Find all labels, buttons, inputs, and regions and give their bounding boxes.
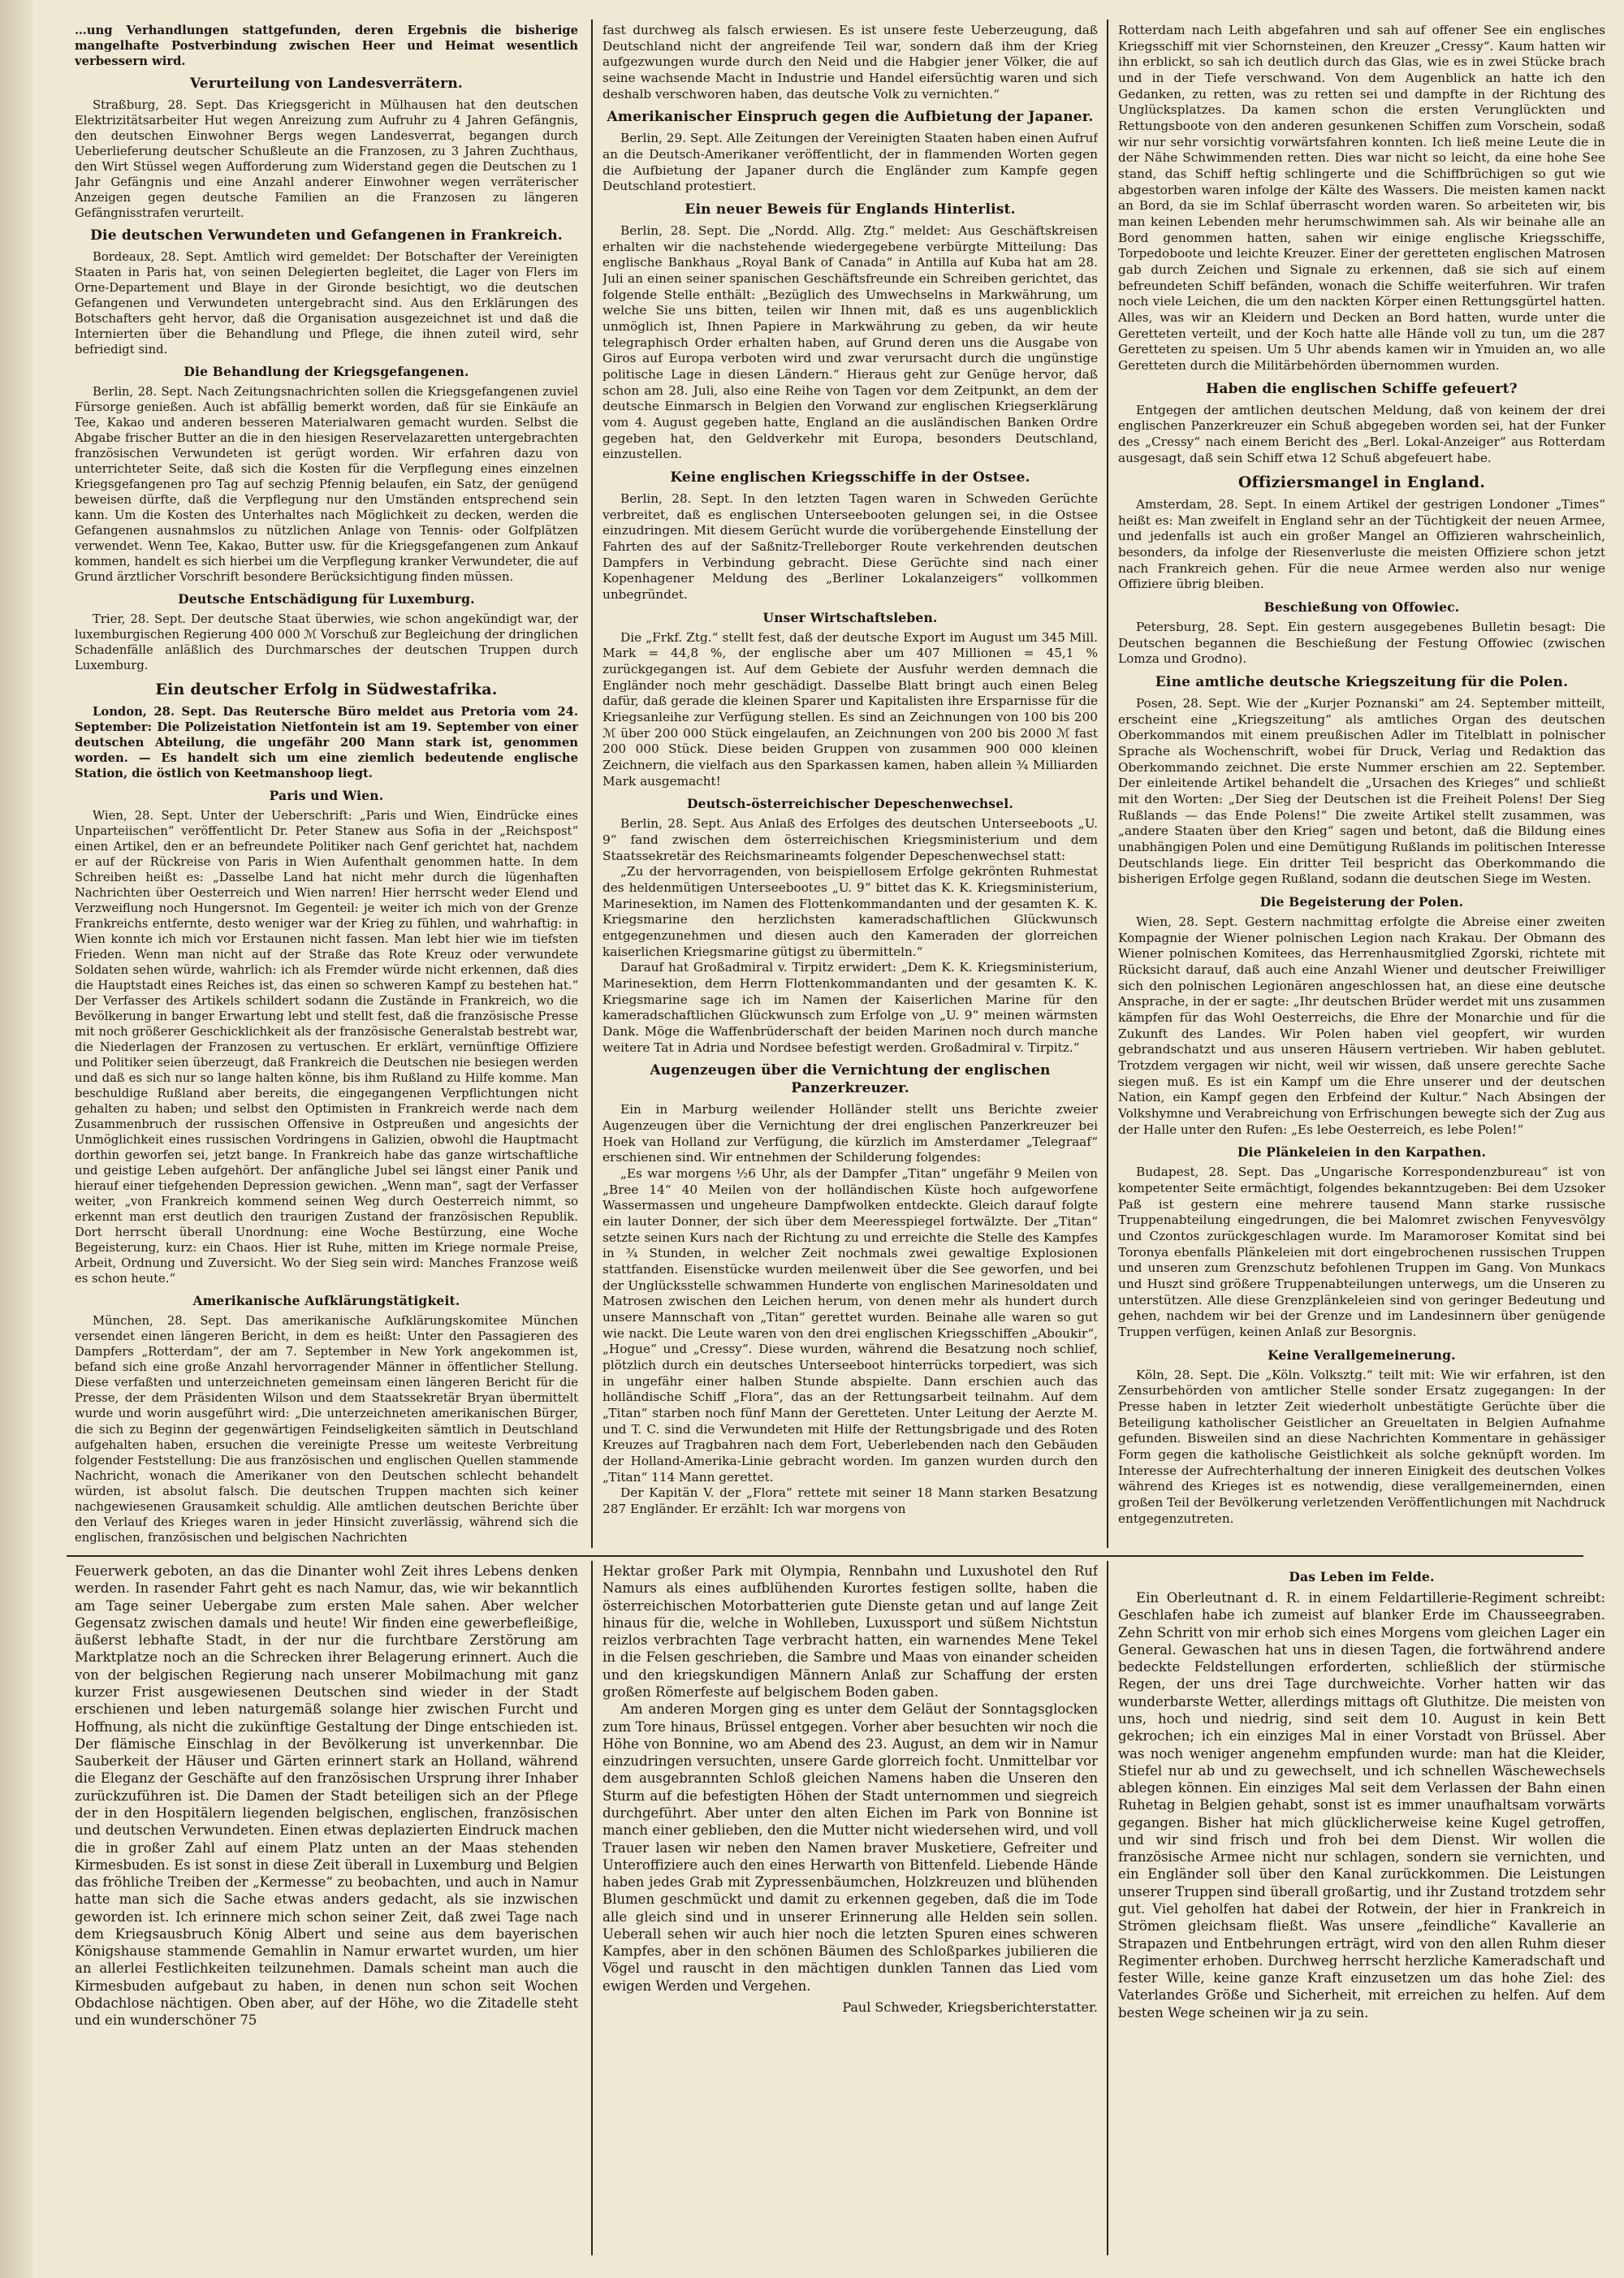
author-signature: Paul Schweder, Kriegsberichterstatter.: [842, 1999, 1098, 2016]
article-paragraph: Straßburg, 28. Sept. Das Kriegsgericht in Mülhausen hat den deutschen Elektrizitätsarbeiter Hut wegen Anreizung zum Aufruhr zu 4 Jahren Gefängnis, den deutschen Einwohner Bergs wegen Landesverrat, begangen durch Ueberlieferung deutscher Schußleute an die Franzosen, zu 3 Jahren Zuchthaus, den Wirt Stüssel wegen Aufforderung zum Widerstand gegen die Deutschen zu 1 Jahr Gefängnis und eine Anzahl anderer Einwohner wegen verräterischer Anzeigen gegen deutsche Familien an die Franzosen zu längeren Gefängnisstrafen verurteilt.: [75, 97, 578, 221]
column-rule-right: [1107, 19, 1108, 1548]
article-paragraph: Ein Oberleutnant d. R. in einem Feldartillerie-Regiment schreibt: Geschlafen habe ich zumeist auf blanker Erde im Chausseegraben. Zehn Schritt von mir erhob sich eines Morgens vom gleichen Lager ein General. Gewaschen hat uns in diesen Tagen, die fortwährend andere bedeckte Feldstellungen erforderten, schließlich der stürmische Regen, der uns drei Tage durchweichte. Vorher hatten wir das wunderbarste Wetter, allerdings mittags oft Gluthitze. Die meisten von uns, hoch und niedrig, sind seit dem 10. August in kein Bett gekrochen; ich ein einziges Mal in einer Vorstadt von Brüssel. Aber was noch weniger angenehm empfunden wurde: man hat die Kleider, Stiefel nur ab und zu gewechselt, und ich schnellen Wäschewechsels ablegen können. Ein einziges Mal seit dem Verlassen der Bahn einen Ruhetag in Belgien gehabt, sonst ist es immer unaufhaltsam vorwärts gegangen. Bisher hat mich glücklicherweise keine Kugel getroffen, und wir sind frisch und froh bei dem Dienst. Wir wollen die französische Armee nicht nur schlagen, sondern sie vernichten, und ein Engländer soll über den Kanal zurückkommen. Die Leistungen unserer Truppen sind überall großartig, und ihr Zustand trotzdem sehr gut. Viel geholfen hat dabei der Rotwein, der hier in Frankreich in Strömen gleichsam fließt. Was unsere „feindliche“ Kavallerie an Strapazen und Entbehrungen erträgt, wird von den allen Ruhm dieser Regimenter erhoben. Durchweg herrscht herzliche Kameradschaft und fester Wille, keine ganze Kraft einzusetzen um das hohe Ziel: des Vaterlandes Größe und Sicherheit, mit erreichen zu helfen. Auf dem besten Wege scheinen wir ja zu sein.: [1118, 1589, 1605, 2021]
article-paragraph: Feuerwerk geboten, an das die Dinanter wohl Zeit ihres Lebens denken werden. In rasender Fahrt geht es nach Namur, das, wie wir bekanntlich am Tage seiner Uebergabe zum ersten Male sahen. Aber welcher Gegensatz zwischen damals und heute! Wir finden eine gewerbefleißige, äußerst lebhafte Stadt, in der nur die furchtbare Zerstörung am Marktplatze noch an die Schrecken ihrer Belagerung erinnert. Auch die von der belgischen Regierung nach unserer Mobilmachung mit ganz kurzer Frist ausgewiesenen Deutschen sind wieder in der Stadt erschienen und leben naturgemäß solange hier zwischen Furcht und Hoffnung, als nicht die zukünftige Gestaltung der Dinge entschieden ist. Der flämische Einschlag in der Bevölkerung ist unverkennbar. Die Sauberkeit der Häuser und Gärten erinnert stark an Holland, während die Eleganz der Geschäfte auf den französischen Ursprung ihrer Inhaber zurückzuführen ist. Die Damen der Stadt beteiligen sich an der Pflege der in den Hospitälern liegenden belgischen, englischen, französischen und deutschen Verwundeten. Einen etwas deplazierten Eindruck machen die in großer Zahl auf einem Platz unten an der Maas stehenden Kirmesbuden. Es ist sonst in diese Zeit überall in Luxemburg und Belgien das fröhliche Treiben der „Kermesse“ zu beobachten, und auch in Namur hatte man sich die Sache etwas anders gedacht, als sie inzwischen geworden ist. Ich erinnere mich schon seiner Zeit, daß zwei Tage nach dem Kriegsausbruch König Albert und seine aus dem bayerischen Königshause stammende Gemahlin in Namur erwartet wurden, um hier an allerlei Festlichkeiten teilzunehmen. Damals scheint man auch die Kirmesbuden aufgebaut zu haben, in denen nun schon seit Wochen Obdachlose nächtigen. Oben aber, auf der Höhe, wo die Zitadelle steht und ein wunderschöner 75: [75, 1563, 578, 2029]
headline: Deutsche Entschädigung für Luxemburg.: [178, 591, 475, 607]
article-paragraph: Am anderen Morgen ging es unter dem Geläut der Sonntagsglocken zum Tore hinaus, Brüssel entgegen. Vorher aber besuchten wir noch die Höhe von Bonnine, wo am Abend des 23. August, an dem wir in Namur einzudringen versuchten, unsere Garde glorreich focht. Unmittelbar vor dem ausgebrannten Schloß gleichen Namens haben die Unseren den Sturm auf die befestigten Höhen der Stadt unternommen und siegreich durchgeführt. Aber unter den alten Eichen im Park von Bonnine ist manch einer geblieben, den die Mutter nicht wiedersehen wird, und voll Trauer lasen wir neben den Namen braver Musketiere, Gefreiter und Unteroffiziere auch den eines Herwarth von Bittenfeld. Liebende Hände haben jedes Grab mit Zypressenbäumchen, Holzkreuzen und blühenden Blumen geschmückt und damit zu erkennen gegeben, daß die im Tode alle gleich sind und in unserer Erinnerung alle Helden sein sollen. Ueberall sehen wir auch hier noch die letzten Spuren eines schweren Kampfes, aber in den schönen Bäumen des Schloßparkes jubilieren die Vögel und rauscht in den mächtigen dunklen Tannen das Lied vom ewigen Werden und Vergehen.: [603, 1701, 1098, 1994]
headline: Amerikanischer Einspruch gegen die Aufbietung der Japaner.: [607, 109, 1094, 126]
lower-column-2: [603, 1563, 1098, 2253]
article-paragraph: Entgegen der amtlichen deutschen Meldung, daß von keinem der drei englischen Panzerkreuzer ein Schuß abgegeben worden sei, hat der Funker des „Cressy“ nach einem Bericht des „Berl. Lokal-Anzeiger“ aus Rotterdam ausgesagt, daß sein Schiff etwa 12 Schuß abgefeuert habe.: [1118, 402, 1605, 465]
headline: Augenzeugen über die Vernichtung der englischen Panzerkreuzer.: [650, 1062, 1051, 1097]
article-paragraph: „Es war morgens ½6 Uhr, als der Dampfer „Titan“ ungefähr 9 Meilen von „Bree 14“ 40 Meilen von der holländischen Küste hoch aufgeworfene Wassermassen und ungeheure Dampfwolken entdeckte. Gleich darauf folgte ein lauter Donner, der sich über dem Meeresspiegel fortwälzte. Der „Titan“ setzte seinen Kurs nach der Richtung zu und erreichte die Stelle des Kampfes in ¾ Stunden, in welcher Zeit nochmals zwei gewaltige Explosionen stattfanden. Eisenstücke wurden meilenweit über die See geworfen, und bei der Unglücksstelle schwammen Hunderte von englischen Marinesoldaten und Matrosen zwischen den Leichen herum, von denen mehr als hundert durch unsere Mannschaft von „Titan“ gerettet wurden. Beinahe alle waren so gut wie nackt. Die Leute waren von den drei englischen Kriegsschiffen „Aboukir“, „Hogue“ und „Cressy“. Diese wurden, während die Besatzung noch schlief, plötzlich durch ein deutsches Unterseeboot hinterrücks torpediert, was sich in ungefähr einer halben Stunde abspielte. Dann erschien auch das holländische Schiff „Flora“, das an der Rettungsarbeit teilnahm. Auf dem „Titan“ starben noch fünf Mann der Geretteten. Unter Leitung der Aerzte M. und T. C. sind die Verwundeten mit Hilfe der Rettungsbrigade und des Roten Kreuzes auf Tragbahren nach dem Fort, Ueberlebenden nach den Gebäuden der Holland-Amerika-Linie gebracht worden. Im ganzen wurden durch den „Titan“ 114 Mann gerettet.: [603, 1165, 1098, 1485]
article-paragraph: Berlin, 28. Sept. Aus Anlaß des Erfolges des deutschen Unterseeboots „U. 9“ fand zwischen dem österreichischen Kriegsministerium und dem Staatssekretär des Reichsmarineamts folgender Depeschenwechsel statt:: [603, 816, 1098, 863]
article-paragraph: fast durchweg als falsch erwiesen. Es ist unsere feste Ueberzeugung, daß Deutschland nicht der angreifende Teil war, sondern daß ihm der Krieg aufgezwungen wurde durch den Neid und die Habgier jener Völker, die auf seine wachsende Macht in Industrie und Handel eifersüchtig waren und sich deshalb verschworen haben, das deutsche Volk zu vernichten.“: [603, 23, 1098, 102]
headline: Deutsch-österreichischer Depeschenwechsel.: [687, 796, 1013, 812]
lower-column-3: [1118, 1563, 1605, 2253]
article-paragraph: Budapest, 28. Sept. Das „Ungarische Korrespondenzbureau“ ist von kompetenter Seite ermächtigt, folgendes bekanntzugeben: Bei dem Uzsoker Paß ist gestern eine mehrere tausend Mann starke russische Truppenabteilung eingedrungen, die bei Malomret zwischen Fenyvesvölgy und Czontos zurückgeschlagen wurde. Im Maramoroser Komitat sind bei Toronya ebenfalls Plänkeleien mit dort eingebrochenen russischen Truppen und unseren zum Grenzschutz befohlenen Truppen im Gang. Von Munkacs und Huszt sind größere Truppenabteilungen unterwegs, um die Unseren zu unterstützen. Alle diese Grenzplänkeleien sind von geringer Bedeutung und gehen, nachdem wir bei der Grenze und im Landesinnern über genügende Truppen verfügen, keinen Anlaß zur Besorgnis.: [1118, 1165, 1605, 1339]
article-paragraph: Darauf hat Großadmiral v. Tirpitz erwidert: „Dem K. K. Kriegsministerium, Marinesektion, dem Herrn Flottenkommandanten und der gesamten K. K. Kriegsmarine sage ich im Namen der Kaiserlichen Marine für den kameradschaftlichen Glückwunsch zum Erfolge von „U. 9“ meinen wärmsten Dank. Möge die Waffenbrüderschaft der beiden Marinen noch durch manche weitere Tat in Adria und Nordsee befestigt werden. Großadmiral v. Tirpitz.“: [603, 960, 1098, 1055]
headline: Amerikanische Aufklärungstätigkeit.: [192, 1293, 460, 1309]
article-paragraph: Posen, 28. Sept. Wie der „Kurjer Poznanski“ am 24. September mitteilt, erscheint eine „Kriegszeitung“ als amtliches Organ des deutschen Oberkommandos mit einem preußischen Adler im Titelblatt in polnischer Sprache als Wochenschrift, wobei für Druck, Verlag und Redaktion das Oberkommando zeichnet. Die erste Nummer erschien am 22. September. Der einleitende Artikel behandelt die „Ursachen des Krieges“ und schließt mit den Worten: „Der Sieg der Deutschen ist die Freiheit Polens! Der Sieg Rußlands — das Ende Polens!“ Die zweite Artikel stellt zusammen, was „andere Staaten über den Krieg“ sagen und betont, daß die Bildung eines unabhängigen Polen und eine Demütigung Rußlands im politischen Interesse Deutschlands liege. Ein dritter Teil bespricht das Oberkommando die bisherigen Erfolge gegen Rußland, sodann die deutschen Siege im Westen.: [1118, 695, 1605, 887]
headline: Keine englischen Kriegsschiffe in der Ostsee.: [670, 469, 1030, 486]
headline: Die Begeisterung der Polen.: [1259, 893, 1464, 910]
headline: Ein deutscher Erfolg in Südwestafrika.: [155, 681, 498, 699]
headline: Ein neuer Beweis für Englands Hinterlist.: [685, 201, 1016, 218]
headline: Eine amtliche deutsche Kriegszeitung für die Polen.: [1155, 673, 1569, 690]
headline: Die Behandlung der Kriegsgefangenen.: [184, 364, 469, 380]
lower-rule-right: [1107, 1561, 1108, 2255]
article-paragraph: Berlin, 29. Sept. Alle Zeitungen der Vereinigten Staaten haben einen Aufruf an die Deutsch-Amerikaner veröffentlicht, der in flammenden Worten gegen die Aufbietung der Japaner durch die Engländer zum Kampfe gegen Deutschland protestiert.: [603, 131, 1098, 194]
article-paragraph: Die „Frkf. Ztg.“ stellt fest, daß der deutsche Export im August um 345 Mill. Mark = 44,8 %, der englische aber um 407 Millionen = 45,1 % zurückgegangen ist. Auf dem Gebiete der Ausfuhr werden demnach die Engländer noch mehr geschädigt. Dasselbe Blatt bringt auch einen Beleg dafür, daß gerade die kleinen Sparer und Kapitalisten ihre Ersparnisse für die Kriegsanleihe zur Verfügung stellen. Es sind an Zeichnungen von 100 bis 200 ℳ über 200 000 Stück eingelaufen, an Zeichnungen von 200 bis 2000 ℳ fast 200 000 Stück. Diese beiden Gruppen von zusammen 900 000 kleinen Zeichnern, die vielfach aus den Sparkassen kamen, haben allein ¾ Milliarden Mark ausgemacht!: [603, 629, 1098, 789]
headline: Keine Verallgemeinerung.: [1268, 1346, 1456, 1363]
headline: Paris und Wien.: [269, 787, 384, 803]
article-paragraph: Köln, 28. Sept. Die „Köln. Volksztg.“ teilt mit: Wie wir erfahren, ist den Zensurbehörden von amtlicher Stelle sonder Ersatz zugegangen: In der Presse haben in letzter Zeit wiederholt unbestätigte Gerüchte über die Beteiligung katholischer Geistlicher an Greueltaten in Belgien Aufnahme gefunden. Bisweilen sind an diese Nachrichten Kommentare in gehässiger Form gegen die katholische Geistlichkeit als solche geknüpft worden. Im Interesse der Aufrechterhaltung der inneren Einigkeit des deutschen Volkes während des Krieges ist es notwendig, diese verallgemeinernden, einen großen Teil der Bevölkerung verletzenden Veröffentlichungen mit Nachdruck entgegenzutreten.: [1118, 1367, 1605, 1526]
article-paragraph: „Zu der hervorragenden, von beispiellosem Erfolge gekrönten Ruhmestat des heldenmütigen Unterseebootes „U. 9“ bittet das K. K. Kriegsministerium, Marinesektion, im Namen des Flottenkommandanten und der gesamten K. K. Kriegsmarine den herzlichsten kameradschaftlichen Glückwunsch entgegenzunehmen und diesen auch den Kameraden der glorreichen kaiserlichen Kriegsmarine gütigst zu übermitteln.“: [603, 864, 1098, 959]
article-paragraph: Rotterdam nach Leith abgefahren und sah auf offener See ein englisches Kriegsschiff mit vier Schornsteinen, den Kreuzer „Cressy“. Kaum hatten wir ihn erblickt, so sah ich deutlich durch das Glas, wie es in zwei Stücke brach und in der Tiefe verschwand. Von dem Augenblick an hatte ich den Gedanken, zu retten, was zu retten sei und dampfte in der Richtung des Unglücksplatzes. Da kamen schon die ersten Verunglückten und Rettungsboote von den anderen gesunkenen Schiffen zum Vorschein, sodaß wir nur sehr vorsichtig vorwärtsfahren konnten. Ich ließ meine Leute die in der Nähe Schwimmenden retten. Dies war nicht so leicht, da eine hohe See stand, das Schiff heftig schlingerte und die Schiffbrüchigen so gut wie abgestorben waren infolge der Kälte des Wassers. Die meisten kamen nackt an Bord, da sie im Schlaf überrascht worden waren. So arbeiteten wir, bis man keinen Lebenden mehr herumschwimmen sah. Als wir beinahe alle an Bord genommen hatten, sahen wir einige englische Kriegsschiffe, Torpedoboote und leichte Kreuzer. Einer der geretteten englischen Matrosen gab durch Zeichen und Signale zu erkennen, daß sie sich auf einem befreundeten Schiff befänden, wonach die Schiffe weiterfuhren. Wir trafen noch viele Leichen, die um den nackten Körper einen Rettungsgürtel hatten. Alles, was wir an Kleidern und Decken an Bord hatten, wurde unter die Geretteten verteilt, und der Koch hatte alle Hände voll zu tun, um die 287 Geretteten zu speisen. Um 5 Uhr abends kamen wir in Ymuiden an, wo alle Geretteten durch die Militärbehörden übernommen wurden.: [1118, 23, 1605, 374]
headline: Das Leben im Felde.: [1289, 1569, 1435, 1584]
headline: Die deutschen Verwundeten und Gefangenen in Frankreich.: [90, 227, 563, 244]
headline: Die Plänkeleien in den Karpathen.: [1237, 1144, 1487, 1161]
article-paragraph: München, 28. Sept. Das amerikanische Aufklärungskomitee München versendet einen längeren Bericht, in dem es heißt: Unter den Passagieren des Dampfers „Rotterdam“, der am 7. September in New York angekommen ist, befand sich eine große Anzahl hervorragender Männer in öffentlicher Stellung. Diese verfaßten und unterzeichneten gemeinsam einen längeren Bericht für die Presse, der dem Präsidenten Wilson und dem Staatssekretär Bryan übermittelt wurde und worin ausgeführt wird: „Die unterzeichneten amerikanischen Bürger, die sich zu Beginn der gegenwärtigen Feindseligkeiten sämtlich in Deutschland aufgehalten haben, ersuchen die vereinigte Presse um weiteste Verbreitung folgender Feststellung: Die aus französischen und englischen Quellen stammende Nachricht, wonach die Amerikaner von den Deutschen schlecht behandelt würden, ist absolut falsch. Die deutschen Truppen machten sich keiner nachgewiesenen Grausamkeit schuldig. Alle amtlichen deutschen Berichte über den Verlauf des Krieges waren in jeder Hinsicht zuverlässig, während sich die englischen, französischen und belgischen Nachrichten: [75, 1314, 578, 1545]
article-paragraph: Amsterdam, 28. Sept. In einem Artikel der gestrigen Londoner „Times“ heißt es: Man zweifelt in England sehr an der Tüchtigkeit der neuen Armee, und jedenfalls ist auch ein großer Mangel an Offizieren wahrscheinlich, besonders, da infolge der Riesenverluste die meisten Offiziere schon jetzt nach Frankreich gehen. Für die neue Armee werden also nur wenige Offiziere übrig bleiben.: [1118, 496, 1605, 592]
column-3: [1118, 23, 1605, 1551]
headline: Unser Wirtschaftsleben.: [762, 609, 938, 625]
article-paragraph: Trier, 28. Sept. Der deutsche Staat überwies, wie schon angekündigt war, der luxemburgischen Regierung 400 000 ℳ Vorschuß zur Begleichung der dringlichen Schadenfälle anläßlich des Durchmarsches der deutschen Truppen durch Luxemburg.: [75, 612, 578, 673]
article-paragraph: Hektar großer Park mit Olympia, Rennbahn und Luxushotel den Ruf Namurs als eines aufblühenden Kurortes festigen sollte, haben die österreichischen Motorbatterien gute Dienste getan und auf lange Zeit hinaus für die, welche in Wohlleben, Luxussport und süßem Nichtstun reizlos verbrachten Tage verbracht hatten, ein warnendes Mene Tekel in die Felsen geschrieben, die Sambre und Maas von einander scheiden und den kriegskundigen Männern Anlaß zur Schaffung der ersten großen Römerfeste auf belgischem Boden gaben.: [603, 1563, 1098, 1700]
article-paragraph: Petersburg, 28. Sept. Ein gestern ausgegebenes Bulletin besagt: Die Deutschen begannen die Beschießung der Festung Offowiec (zwischen Lomza und Grodno).: [1118, 619, 1605, 667]
headline: Offiziersmangel in England.: [1237, 473, 1486, 492]
lower-column-1: [75, 1563, 578, 2253]
article-paragraph: Ein in Marburg weilender Holländer stellt uns Berichte zweier Augenzeugen über die Vernichtung der drei englischen Panzerkreuzer bei Hoek van Holland zur Verfügung, die kürzlich im Amsterdamer „Telegraaf“ erschienen sind. Wir entnehmen der Schilderung folgendes:: [603, 1102, 1098, 1165]
section-divider: [67, 1555, 1583, 1557]
article-paragraph: Berlin, 28. Sept. Die „Nordd. Allg. Ztg.“ meldet: Aus Geschäftskreisen erhalten wir die nachstehende wiedergegebene verbürgte Mitteilung: Das englische Bankhaus „Royal Bank of Canada“ in Antilla auf Kuba hat am 28. Juli an einen seiner spanischen Geschäftsfreunde ein Schreiben gerichtet, das folgende Stelle enthält: „Bezüglich des Umwechselns in Markwährung, um welche Sie uns bitten, teilen wir Ihnen mit, daß es uns augenblicklich unmöglich ist, Ihnen Papiere in Markwährung zu geben, da wir heute telegraphisch Order erhalten haben, auf Grund deren uns die Ausgabe von Giros auf Europa verboten wird und zwar verursacht durch die ungünstige politische Lage in diesen Ländern.“ Hieraus geht zur Genüge hervor, daß schon am 28. Juli, also eine Reihe von Tagen vor dem Zeitpunkt, an dem der deutsche Einmarsch in Belgien den Vorwand zur englischen Kriegserklärung vom 4. August gegeben hatte, England an die ausländischen Banken Ordre gegeben hat, den Geldverkehr mit Europa, besonders Deutschland, einzustellen.: [603, 223, 1098, 462]
article-paragraph: Wien, 28. Sept. Unter der Ueberschrift: „Paris und Wien, Eindrücke eines Unparteiischen“ veröffentlicht Dr. Peter Stanew aus Sofia in der „Reichspost“ einen Artikel, den er an befreundete Politiker nach Genf gerichtet hat, nachdem er auf der Rückreise von Paris in Wien Aufenthalt genommen hatte. In dem Schreiben heißt es: „Dasselbe Land hat nicht mehr durch die lügenhaften Nachrichten über Oesterreich und Wien narren! Hier herrscht weder Elend und Verzweiflung noch Hungersnot. Im Gegenteil: je weiter ich mich von der Grenze Frankreichs entfernte, desto weniger war der Krieg zu fühlen, und wahrhaftig: in Wien konnte ich mich vor Erstaunen nicht fassen. Man lebt hier wie im tiefsten Frieden. Wenn man nicht auf der Straße das Rote Kreuz oder verwundete Soldaten sehen würde, wahrlich: ich als Fremder würde nicht erkennen, daß dies die Hauptstadt eines Reiches ist, das einen so schweren Kampf zu bestehen hat.“ Der Verfasser des Artikels schildert sodann die Zustände in Frankreich, wo die Bevölkerung in banger Erwartung lebt und stellt fest, daß die französische Presse mit noch größerer Geschicklichkeit als der französische Generalstab bestrebt war, die Niederlagen der Franzosen zu vertuschen. Er erklärt, vernünftige Offiziere und Politiker seien überzeugt, daß Frankreich die Deutschen nie besiegen werden und daß es sich nur so lange halten könne, bis ihm Rußland zu Hilfe komme. Man beschuldige Rußland aber bereits, die eingegangenen Verpflichtungen nicht gehalten zu haben; und selbst den Optimisten in Frankreich werde nach dem Zusammenbruch der russischen Offensive in Ostpreußen und angesichts der Unmöglichkeit eines russischen Vordringens in Galizien, obwohl die Hauptmacht dorthin geworfen sei, jetzt bange. In Frankreich habe das ganze wirtschaftliche und geistige Leben aufgehört. Der anfängliche Jubel sei längst einer Panik und hierauf einer tiefgehenden Depression gewichen. „Wenn man“, sagt der Verfasser weiter, „von Frankreich kommend seinen Weg durch Oesterreich nimmt, so erkennt man erst deutlich den traurigen Zustand der französischen Republik. Dort herrscht überall Unordnung: eine Woche Bestürzung, eine Woche Begeisterung, kurz: ein Chaos. Hier ist Ruhe, mitten im Kriege normale Preise, Arbeit, Ordnung und Zuversicht. Wo der Sieg sein wird: Manches Franzose weiß es schon heute.“: [75, 808, 578, 1286]
article-paragraph: …ung Verhandlungen stattgefunden, deren Ergebnis die bisherige mangelhafte Postverbindung zwischen Heer und Heimat wesentlich verbessern wird.: [75, 24, 578, 69]
article-paragraph: Berlin, 28. Sept. In den letzten Tagen waren in Schweden Gerüchte verbreitet, daß es englischen Unterseebooten gelungen sei, in die Ostsee einzudringen. Mit diesem Gerücht wurde die vorübergehende Einstellung der Fahrten des auf der Saßnitz-Trelleborger Route verkehrenden deutschen Dampfers in Verbindung gebracht. Diese Gerüchte sind nach einer Kopenhagener Meldung des „Berliner Lokalanzeigers“ vollkommen unbegründet.: [603, 491, 1098, 602]
column-1: [75, 23, 578, 1551]
article-paragraph: Der Kapitän V. der „Flora“ rettete mit seiner 18 Mann starken Besatzung 287 Engländer. Er erzählt: Ich war morgens von: [603, 1485, 1098, 1516]
column-rule-left: [591, 19, 593, 1548]
headline: Haben die englischen Schiffe gefeuert?: [1206, 380, 1518, 397]
headline: Verurteilung von Landesverrätern.: [189, 76, 464, 93]
article-paragraph: London, 28. Sept. Das Reutersche Büro meldet aus Pretoria vom 24. September: Die Polizeistation Nietfontein ist am 19. September von einer deutschen Abteilung, die ungefähr 200 Mann stark ist, genommen worden. — Es handelt sich um eine ziemlich bedeutende englische Station, die östlich von Keetmanshoop liegt.: [75, 704, 578, 780]
headline: Beschießung von Offowiec.: [1263, 599, 1460, 615]
article-paragraph: Wien, 28. Sept. Gestern nachmittag erfolgte die Abreise einer zweiten Kompagnie der Wiener polnischen Legion nach Krakau. Der Obmann des Wiener polnischen Komitees, das Herrenhausmitglied Zgorski, richtete mit Rücksicht darauf, daß auch eine Anzahl Wiener und deutscher Freiwilliger sich den polnischen Legionären angeschlossen hat, an diese eine deutsche Ansprache, in der er sagte: „Ihr deutschen Brüder werdet mit uns zusammen kämpfen für das Wohl Oesterreichs, die Ehre der Monarchie und für die Zukunft des Landes. Wir Polen haben viel geopfert, wir wurden gebrandschatzt und aus unseren Häusern vertrieben. Wir haben geblutet. Trotzdem vergagen wir nicht, weil wir wissen, daß unsere gerechte Sache siegen muß. Es ist ein Kampf um die Ehre unserer und der deutschen Nation, ein Kampf gegen den Erbfeind der Kultur.“ Nach Absingen der Volkshymne und Verabreichung von Erfrischungen bewegte sich der Zug aus der Halle unter den Rufen: „Es lebe Oesterreich, es lebe Polen!“: [1118, 914, 1605, 1137]
page-binding-shadow: [0, 0, 32, 2278]
column-2: [603, 23, 1098, 1551]
lower-rule-left: [591, 1561, 593, 2255]
article-paragraph: Berlin, 28. Sept. Nach Zeitungsnachrichten sollen die Kriegsgefangenen zuviel Fürsorge genießen. Auch ist abfällig bemerkt worden, daß für sie Einkäufe an Tee, Kakao und anderen besseren Materialwaren gemacht wurden. Selbst die Abgabe frischer Butter an die in den hiesigen Reservelazaretten untergebrachten französischen Verwundeten ist gerügt worden. Wir erfahren dazu von unterrichteter Seite, daß sich die Kosten für die Verpflegung eines einzelnen Kriegsgefangenen pro Tag auf sechzig Pfennig belaufen, ein Satz, der genügend beweisen dürfte, daß die Verpflegung nur den Umständen entsprechend sein kann. Um die Kosten des Unterhaltes nach Möglichkeit zu decken, werden die Gefangenen ausnahmslos zu nützlichen Anlage von Tennis- oder Golfplätzen verwendet. Wenn Tee, Kakao, Butter usw. für die Kriegsgefangenen zum Ankauf kommen, handelt es sich hierbei um die Verpflegung kranker Verwundeter, die auf Grund ärztlicher Vorschrift besondere Berücksichtigung finden müssen.: [75, 385, 578, 585]
article-paragraph: Bordeaux, 28. Sept. Amtlich wird gemeldet: Der Botschafter der Vereinigten Staaten in Paris hat, von seinen Delegierten begleitet, die Lager von Flers im Orne-Departement und Blaye in der Gironde besichtigt, wo die deutschen Gefangenen und Verwundeten untergebracht sind. Aus den Erklärungen des Botschafters geht hervor, daß die Organisation ausgezeichnet ist und daß die Internierten über die Behandlung und Pflege, die ihnen zuteil wird, sehr befriedigt sind.: [75, 250, 578, 357]
